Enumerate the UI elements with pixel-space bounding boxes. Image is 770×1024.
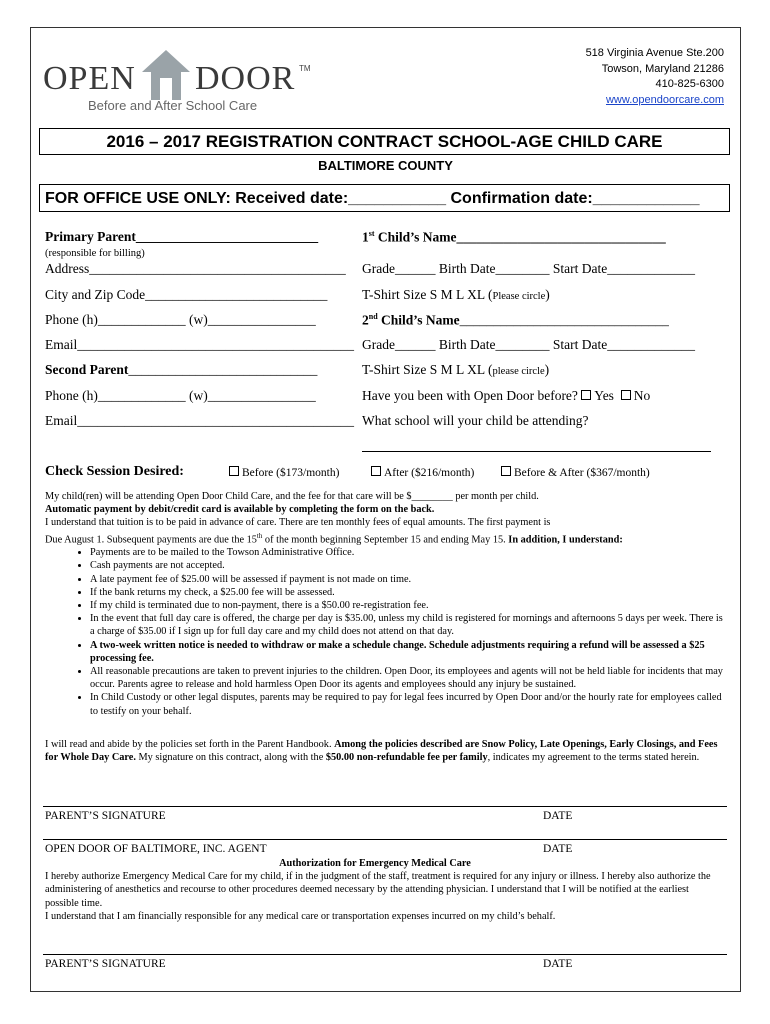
child2-ordinal: 2 xyxy=(362,312,369,328)
due-dates-text-end: of the month beginning September 15 and ending May 15. xyxy=(262,534,506,546)
second-parent-signature-label: PARENT’S SIGNATURE xyxy=(45,958,166,970)
due-dates-statement xyxy=(45,530,725,547)
second-parent-field[interactable] xyxy=(45,362,317,378)
emergency-text: I hereby authorize Emergency Medical Care for my child, if in the judgment of the staff, treatment is required for any injury or illness. I hereby also authorize the administering of anesthetics and recourse to other procedures deemed necessary by the attending physician. I understand that I will be notified at the earliest possible time. xyxy=(45,871,711,909)
child1-ordinal-suffix: st xyxy=(368,229,375,238)
child2-name-field[interactable] xyxy=(362,312,669,329)
policy-item: • If the bank returns my check, a $25.00 fee will be assessed. xyxy=(90,586,725,599)
parent-date-label: DATE xyxy=(543,810,573,822)
logo-open-text: OPEN xyxy=(43,60,136,97)
address-field[interactable]: Address______________________________________ xyxy=(45,261,346,276)
child2-tshirt-label: T-Shirt Size S M L XL ( xyxy=(362,362,493,377)
house-door-icon xyxy=(140,48,192,102)
second-parent-date-label: DATE xyxy=(543,958,573,970)
been-before-label: Have you been with Open Door before? xyxy=(362,388,578,403)
child2-tshirt-close: ) xyxy=(544,362,550,377)
open-door-logo xyxy=(43,44,313,116)
city-zip-field[interactable]: City and Zip Code___________________________ xyxy=(45,287,328,302)
agreement-paragraph xyxy=(45,738,725,764)
agent-date-label: DATE xyxy=(543,843,573,855)
yes-label: Yes xyxy=(594,388,614,403)
primary-phone-field[interactable]: Phone (h)_____________ (w)________________ xyxy=(45,312,316,327)
policy-item: • Cash payments are not accepted. xyxy=(90,559,725,572)
child1-grade-field[interactable]: Grade______ Birth Date________ Start Date_____________ xyxy=(362,261,695,276)
second-email-field[interactable]: Email_________________________________________ xyxy=(45,413,354,428)
emergency-authorization xyxy=(45,857,725,923)
child1-tshirt-note: Please circle xyxy=(492,291,546,302)
fee-statement: My child(ren) will be attending Open Door Child Care, and the fee for that care will be $________ per month per child. xyxy=(45,491,539,502)
policy-item: • A two-week written notice is needed to withdraw or make a schedule change. Schedule adjustments requiring a refund will be assessed a $25 processing fee. xyxy=(90,639,725,665)
policy-item: • A late payment fee of $25.00 will be assessed if payment is not made on time. xyxy=(90,573,725,586)
tuition-statement: I understand that tuition is to be paid in advance of care. There are ten monthly fees of equal amounts. The first payment is xyxy=(45,517,551,529)
primary-email-field[interactable]: Email_________________________________________ xyxy=(45,337,354,352)
contract-terms xyxy=(45,490,725,718)
session-before-option[interactable] xyxy=(229,466,339,479)
second-parent-label: Second Parent xyxy=(45,362,129,377)
agreement-text-e: , indicates my agreement to the terms stated herein. xyxy=(487,752,700,764)
page-title: 2016 – 2017 REGISTRATION CONTRACT SCHOOL-AGE CHILD CARE xyxy=(39,128,730,155)
both-checkbox[interactable] xyxy=(501,466,511,476)
office-use-box: FOR OFFICE USE ONLY: Received date:___________ Confirmation date:____________ xyxy=(39,184,730,212)
phone-number: 410-825-6300 xyxy=(655,78,724,90)
child2-name-line: _______________________________ xyxy=(459,312,669,328)
agreement-text-a: I will read and abide by the policies set forth in the Parent Handbook. xyxy=(45,739,335,750)
child2-ordinal-suffix: nd xyxy=(368,312,378,321)
both-label: Before & After ($367/month) xyxy=(514,467,650,479)
child2-tshirt-note: please circle xyxy=(492,366,545,377)
county-subtitle: BALTIMORE COUNTY xyxy=(318,158,453,173)
address-line-2: Towson, Maryland 21286 xyxy=(601,62,724,75)
registration-form-page xyxy=(30,27,741,992)
after-label: After ($216/month) xyxy=(384,467,475,479)
school-answer-line[interactable] xyxy=(362,451,711,452)
parent-signature-label: PARENT’S SIGNATURE xyxy=(45,810,166,822)
second-phone-field[interactable]: Phone (h)_____________ (w)________________ xyxy=(45,388,316,403)
emergency-heading: Authorization for Emergency Medical Care xyxy=(279,858,471,869)
agreement-text-d: $50.00 non-refundable fee per family xyxy=(325,752,488,764)
been-before-question xyxy=(362,388,650,404)
primary-parent-field[interactable]: Primary Parent___________________________ xyxy=(45,229,319,244)
after-checkbox[interactable] xyxy=(371,466,381,476)
logo-door-text: DOOR xyxy=(195,60,296,97)
auto-payment-note: Automatic payment by debit/credit card is available by completing the form on the back. xyxy=(45,504,435,516)
agreement-text-b: Among the policies described are Snow Policy, Late Openings, Early Closings, and Fees for Whole Day Care. xyxy=(45,739,718,764)
no-checkbox[interactable] xyxy=(621,390,631,400)
child1-ordinal: 1 xyxy=(362,229,369,245)
second-parent-signature-line[interactable] xyxy=(43,954,727,955)
understand-heading: In addition, I understand: xyxy=(505,534,623,546)
child1-tshirt-close: ) xyxy=(545,287,550,302)
agreement-text-c: My signature on this contract, along with the xyxy=(135,752,326,764)
policy-item: • All reasonable precautions are taken to prevent injuries to the children. Open Door, its employees and agents will not be held liable for incidents that may occur. Parents agree to release and hold harmless Open Door its agents and employees should any injury be sustained. xyxy=(90,665,725,691)
yes-checkbox[interactable] xyxy=(581,390,591,400)
policy-item: • If my child is terminated due to non-payment, there is a $50.00 re-registration fee. xyxy=(90,599,725,612)
due-dates-suffix: th xyxy=(256,531,263,540)
due-dates-text: Due August 1. Subsequent payments are due the 15 xyxy=(45,534,257,546)
parent-signature-line[interactable] xyxy=(43,806,727,807)
before-label: Before ($173/month) xyxy=(242,467,340,479)
session-after-option[interactable] xyxy=(371,466,474,479)
agent-signature-label: OPEN DOOR OF BALTIMORE, INC. AGENT xyxy=(45,843,267,855)
policy-item: • Payments are to be mailed to the Towson Administrative Office. xyxy=(90,546,725,559)
website-link[interactable]: www.opendoorcare.com xyxy=(605,93,724,106)
child1-name-label: Child’s Name_______________________________ xyxy=(374,229,666,245)
logo-trademark: TM xyxy=(299,64,311,73)
no-label: No xyxy=(633,388,651,403)
before-checkbox[interactable] xyxy=(229,466,239,476)
contact-address xyxy=(586,46,724,108)
session-both-option[interactable] xyxy=(501,466,650,479)
school-question: What school will your child be attending? xyxy=(362,413,589,428)
agent-signature-line[interactable] xyxy=(43,839,727,840)
logo-subtitle: Before and After School Care xyxy=(88,98,258,113)
address-line-1: 518 Virginia Avenue Ste.200 xyxy=(585,47,724,59)
policy-item: • In Child Custody or other legal disputes, parents may be required to pay for legal fees incurred by Open Door and/or the hourly rate for employees called to testify on your behalf. xyxy=(90,691,725,717)
child1-tshirt-label: T-Shirt Size S M L XL ( xyxy=(362,287,493,302)
child2-name-label: Child’s Name xyxy=(377,312,460,328)
child1-tshirt-field[interactable] xyxy=(362,287,550,303)
child1-name-field[interactable] xyxy=(362,229,666,246)
child2-grade-field[interactable]: Grade______ Birth Date________ Start Date_____________ xyxy=(362,337,695,352)
policy-list xyxy=(45,546,725,718)
financial-responsibility-text: I understand that I am financially responsible for any medical care or transportation expenses incurred on my child’s behalf. xyxy=(45,910,556,922)
second-parent-line: ____________________________ xyxy=(128,362,318,377)
session-label: Check Session Desired: xyxy=(45,464,184,479)
policy-item: • In the event that full day care is offered, the charge per day is $35.00, unless my child is registered for mornings and afternoons 5 days per week. There is a charge of $35.00 if I sign up for full day care and my child does not attend on that day. xyxy=(90,612,725,638)
child2-tshirt-field[interactable] xyxy=(362,362,549,378)
billing-note: (responsible for billing) xyxy=(45,248,145,259)
